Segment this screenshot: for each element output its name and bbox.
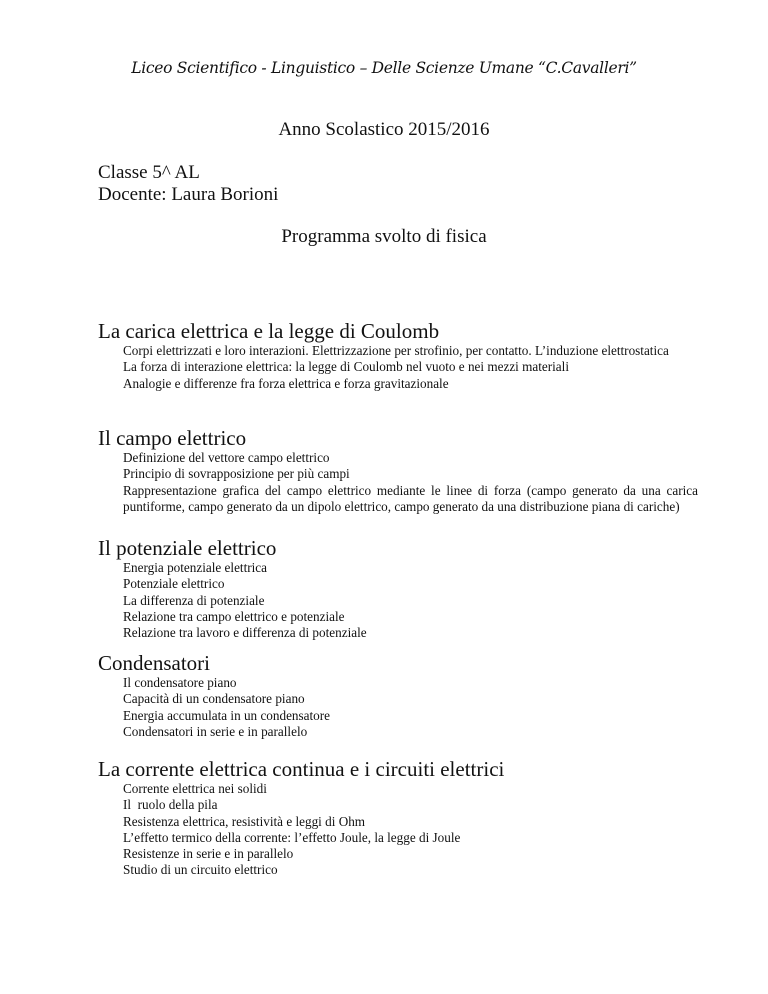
list-item: Resistenze in serie e in parallelo: [123, 846, 294, 862]
section-heading: Condensatori: [98, 651, 210, 675]
list-item: Potenziale elettrico: [123, 576, 225, 592]
section-heading: Il potenziale elettrico: [98, 536, 277, 560]
list-item: Rappresentazione grafica del campo elettrico mediante le linee di forza (campo generato da una carica puntiforme, campo generato da un dipolo elettrico, campo generato da una distribuzione piana di cariche): [123, 482, 698, 514]
document-title: Programma svolto di fisica: [281, 226, 487, 247]
list-item: Principio di sovrapposizione per più campi: [123, 466, 350, 482]
list-item: Corrente elettrica nei solidi: [123, 781, 267, 796]
list-item: La forza di interazione elettrica: la legge di Coulomb nel vuoto e nei mezzi materiali: [123, 359, 569, 375]
list-item: Energia accumulata in un condensatore: [123, 707, 331, 723]
section-potenziale: [98, 536, 698, 641]
section-items: [98, 343, 698, 392]
section-condensatori: [98, 651, 698, 740]
section-coulomb: [98, 319, 698, 392]
list-item: L’effetto termico della corrente: l’effetto Joule, la legge di Joule: [123, 829, 461, 845]
list-item: Resistenza elettrica, resistività e leggi di Ohm: [123, 813, 366, 829]
list-item: La differenza di potenziale: [123, 592, 265, 608]
section-items: [98, 560, 698, 641]
list-item: Energia potenziale elettrica: [123, 560, 268, 575]
section-items: [98, 450, 698, 515]
list-item: Analogie e differenze fra forza elettrica e forza gravitazionale: [123, 375, 449, 391]
list-item: Il ruolo della pila: [123, 797, 218, 813]
list-item: Definizione del vettore campo elettrico: [123, 450, 330, 465]
section-heading: La corrente elettrica continua e i circuiti elettrici: [98, 757, 505, 781]
section-heading: Il campo elettrico: [98, 426, 247, 450]
list-item: Relazione tra campo elettrico e potenziale: [123, 608, 345, 624]
list-item: Condensatori in serie e in parallelo: [123, 723, 308, 739]
list-item: Il condensatore piano: [123, 675, 237, 690]
section-items: [98, 781, 698, 879]
school-year: Anno Scolastico 2015/2016: [278, 119, 490, 140]
school-name: Liceo Scientifico - Linguistico – Delle Scienze Umane “C.Cavalleri”: [131, 59, 637, 77]
list-item: Capacità di un condensatore piano: [123, 691, 305, 707]
section-campo-elettrico: [98, 426, 698, 515]
section-corrente: [98, 757, 698, 879]
teacher-label: Docente: Laura Borioni: [98, 184, 279, 205]
section-heading: La carica elettrica e la legge di Coulomb: [98, 319, 440, 343]
list-item: Corpi elettrizzati e loro interazioni. Elettrizzazione per strofinio, per contatto. L’induzione elettrostatica: [123, 343, 669, 358]
section-items: [98, 675, 698, 740]
class-label: Classe 5^ AL: [98, 162, 200, 183]
list-item: Relazione tra lavoro e differenza di potenziale: [123, 625, 367, 641]
list-item: Studio di un circuito elettrico: [123, 862, 278, 878]
